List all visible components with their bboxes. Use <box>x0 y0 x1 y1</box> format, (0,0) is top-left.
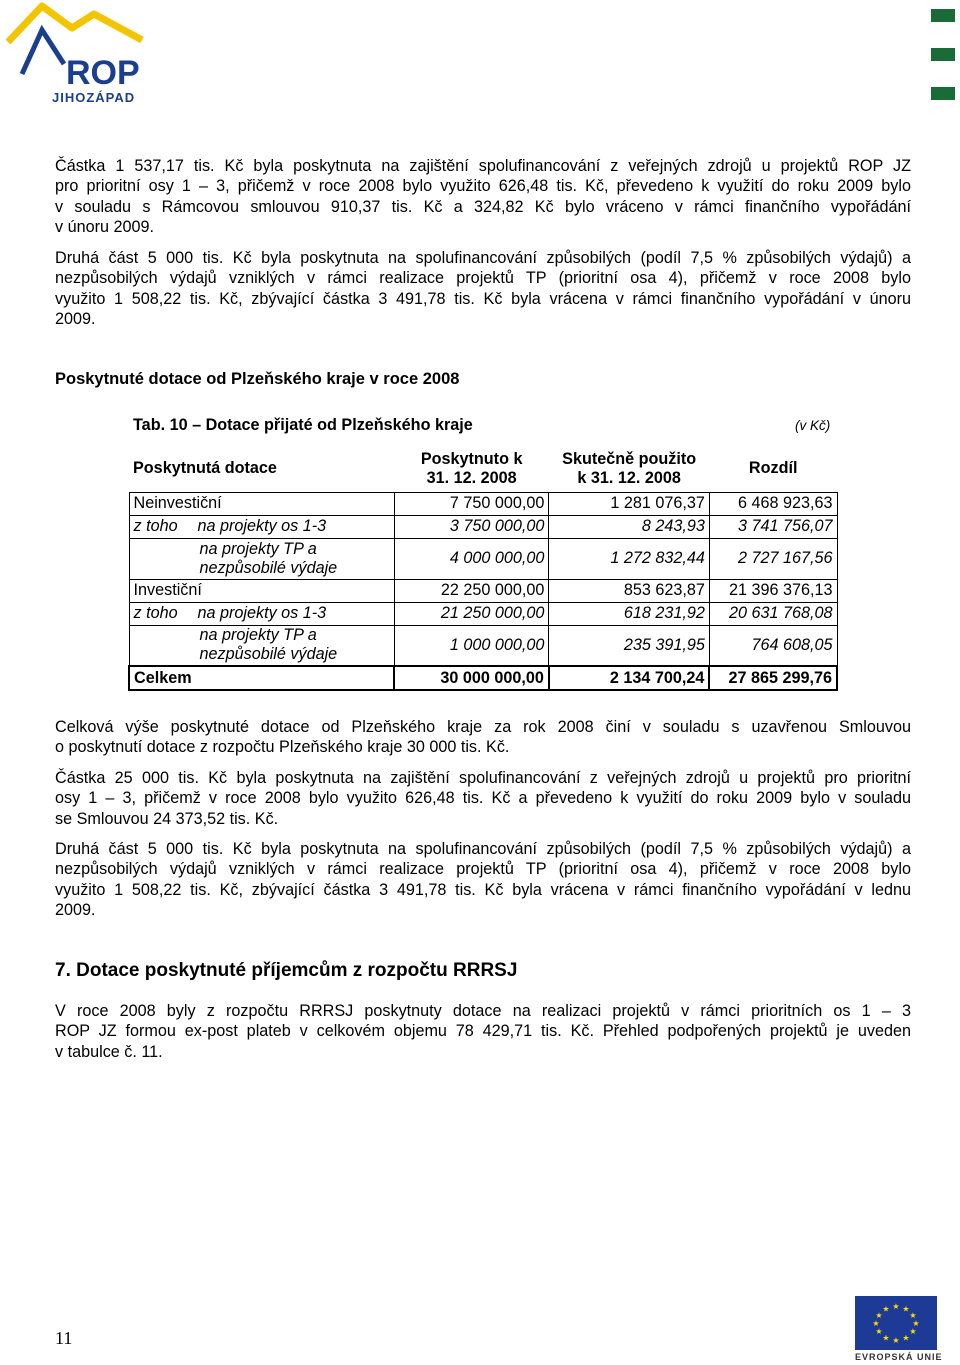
text-line: V roce 2008 byly z rozpočtu RRRSJ poskytnuty dotace na realizaci projektů v rámci prioritních os 1 – 3 <box>55 1002 911 1020</box>
deco-square-1 <box>931 9 955 22</box>
table-cell: na projekty TP a nezpůsobilé výdaje <box>129 625 394 666</box>
text-line: se Smlouvou 24 373,52 tis. Kč. <box>55 809 279 828</box>
table-cell: Neinvestiční <box>129 492 394 515</box>
table-row <box>129 538 837 579</box>
table-cell: 1 281 076,37 <box>549 492 709 515</box>
table-row <box>129 602 837 625</box>
svg-text:JIHOZÁPAD: JIHOZÁPAD <box>52 90 136 105</box>
deco-square-3 <box>931 87 955 100</box>
table-cell: 7 750 000,00 <box>394 492 549 515</box>
table-cell: z toho na projekty os 1-3 <box>129 515 394 538</box>
table-cell: Investiční <box>129 579 394 602</box>
table-row <box>129 515 837 538</box>
table-cell: 20 631 768,08 <box>709 602 837 625</box>
subsidy-table <box>128 446 838 691</box>
svg-text:★: ★ <box>902 1304 910 1314</box>
table-cell: 1 272 832,44 <box>549 538 709 579</box>
text-line: v souladu s Rámcovou smlouvou 910,37 tis. Kč a 324,82 Kč bylo vráceno v rámci finančního vypořádání <box>55 197 911 216</box>
eu-flag-icon <box>855 1296 937 1350</box>
text-line: využito 1 508,22 tis. Kč, zbývající částka 3 491,78 tis. Kč byla vrácena v rámci finančního vypořádání v lednu <box>55 880 911 899</box>
paragraph-druha-cast-2 <box>55 839 911 920</box>
table-cell: 30 000 000,00 <box>394 666 549 690</box>
table-cell: 235 391,95 <box>549 625 709 666</box>
header-cell: Skutečně použito k 31. 12. 2008 <box>562 449 697 487</box>
header-cell: Rozdíl <box>748 459 798 478</box>
text-line: 2009. <box>55 900 96 919</box>
table-cell: Celkem <box>129 666 394 690</box>
text-line: osy 1 – 3, přičemž v roce 2008 bylo využito 626,48 tis. Kč a převedeno k využití do roku 2009 bylo v souladu <box>55 789 911 808</box>
paragraph-castka-25000 <box>55 768 911 829</box>
table-cell: 21 396 376,13 <box>709 579 837 602</box>
table-cell: na projekty TP a nezpůsobilé výdaje <box>129 538 394 579</box>
svg-text:★: ★ <box>909 1311 917 1320</box>
rop-logo <box>2 0 162 108</box>
svg-text:★: ★ <box>892 1302 900 1311</box>
svg-text:★: ★ <box>892 1336 900 1345</box>
table-cell: 21 250 000,00 <box>394 602 549 625</box>
paragraph-druha-cast <box>55 248 911 329</box>
svg-text:★: ★ <box>902 1333 910 1343</box>
table-cell: 3 741 756,07 <box>709 515 837 538</box>
svg-text:★: ★ <box>912 1319 920 1328</box>
text-line: 2009. <box>55 309 96 328</box>
table-cell: 3 750 000,00 <box>394 515 549 538</box>
header-cell: Poskytnuto k 31. 12. 2008 <box>420 449 523 487</box>
eu-label: EVROPSKÁ UNIE <box>855 1352 943 1362</box>
table-cell: 4 000 000,00 <box>394 538 549 579</box>
table-cell: 2 727 167,56 <box>709 538 837 579</box>
table-cell: 6 468 923,63 <box>709 492 837 515</box>
svg-text:ROP: ROP <box>66 54 140 92</box>
chapter-heading: 7. Dotace poskytnuté příjemcům z rozpočtu RRRSJ <box>55 960 518 981</box>
table-row <box>129 579 837 602</box>
table-cell: z toho na projekty os 1-3 <box>129 602 394 625</box>
header-cell: Poskytnutá dotace <box>133 459 277 478</box>
table-cell: 8 243,93 <box>549 515 709 538</box>
section-heading: Poskytnuté dotace od Plzeňského kraje v roce 2008 <box>55 370 460 388</box>
text-line: Druhá část 5 000 tis. Kč byla poskytnuta na spolufinancování způsobilých (podíl 7,5 % způsobilých výdajů) a <box>55 840 911 858</box>
table-cell: 764 608,05 <box>709 625 837 666</box>
table-unit: (v Kč) <box>795 418 831 433</box>
text-line: Druhá část 5 000 tis. Kč byla poskytnuta na spolufinancování způsobilých (podíl 7,5 % způsobilých výdajů) a <box>55 249 911 267</box>
paragraph-castka <box>55 156 911 237</box>
table-header-row <box>129 446 837 492</box>
text-line: Částka 1 537,17 tis. Kč byla poskytnuta na zajištění spolufinancování z veřejných zdrojů u projektů ROP JZ <box>55 157 911 175</box>
table-cell: 853 623,87 <box>549 579 709 602</box>
table-cell: 22 250 000,00 <box>394 579 549 602</box>
svg-text:★: ★ <box>909 1327 917 1336</box>
svg-text:★: ★ <box>882 1333 890 1343</box>
text-line: v únoru 2009. <box>55 217 154 236</box>
svg-text:★: ★ <box>872 1319 880 1328</box>
table-cell: 2 134 700,24 <box>549 666 709 690</box>
deco-square-2 <box>931 48 955 61</box>
text-line: pro prioritní osy 1 – 3, přičemž v roce 2008 bylo využito 626,48 tis. Kč, převedeno k využití do roku 2009 bylo <box>55 177 911 196</box>
page-number: 11 <box>55 1328 73 1348</box>
text-line: o poskytnutí dotace z rozpočtu Plzeňského kraje 30 000 tis. Kč. <box>55 738 510 757</box>
text-line: ROP JZ formou ex-post plateb v celkovém objemu 78 429,71 tis. Kč. Přehled podpořených projektů je uveden <box>55 1022 911 1041</box>
table-title: Tab. 10 – Dotace přijaté od Plzeňského kraje <box>133 416 473 434</box>
text-line: Celková výše poskytnuté dotace od Plzeňského kraje za rok 2008 činí v souladu s uzavřenou Smlouvou <box>55 718 911 736</box>
text-line: v tabulce č. 11. <box>55 1042 163 1061</box>
table-cell: 618 231,92 <box>549 602 709 625</box>
text-line: využito 1 508,22 tis. Kč, zbývající částka 3 491,78 tis. Kč byla vrácena v rámci finančního vypořádání v únoru <box>55 289 911 308</box>
paragraph-rrrsj <box>55 1001 911 1062</box>
table-cell: 1 000 000,00 <box>394 625 549 666</box>
svg-text:★: ★ <box>882 1304 890 1314</box>
text-line: nezpůsobilých výdajů vzniklých v rámci realizace projektů TP (prioritní osa 4), přičemž v roce 2008 bylo <box>55 860 911 879</box>
table-cell: 27 865 299,76 <box>709 666 837 690</box>
text-line: Částka 25 000 tis. Kč byla poskytnuta na zajištění spolufinancování z veřejných zdrojů u projektů pro prioritní <box>55 769 911 787</box>
text-line: nezpůsobilých výdajů vzniklých v rámci realizace projektů TP (prioritní osa 4), přičemž v roce 2008 bylo <box>55 269 911 288</box>
svg-text:★: ★ <box>875 1327 883 1336</box>
table-row <box>129 492 837 515</box>
paragraph-celkova-vyse <box>55 717 911 758</box>
table-total-row <box>129 666 837 690</box>
svg-text:★: ★ <box>875 1311 883 1320</box>
table-row <box>129 625 837 666</box>
